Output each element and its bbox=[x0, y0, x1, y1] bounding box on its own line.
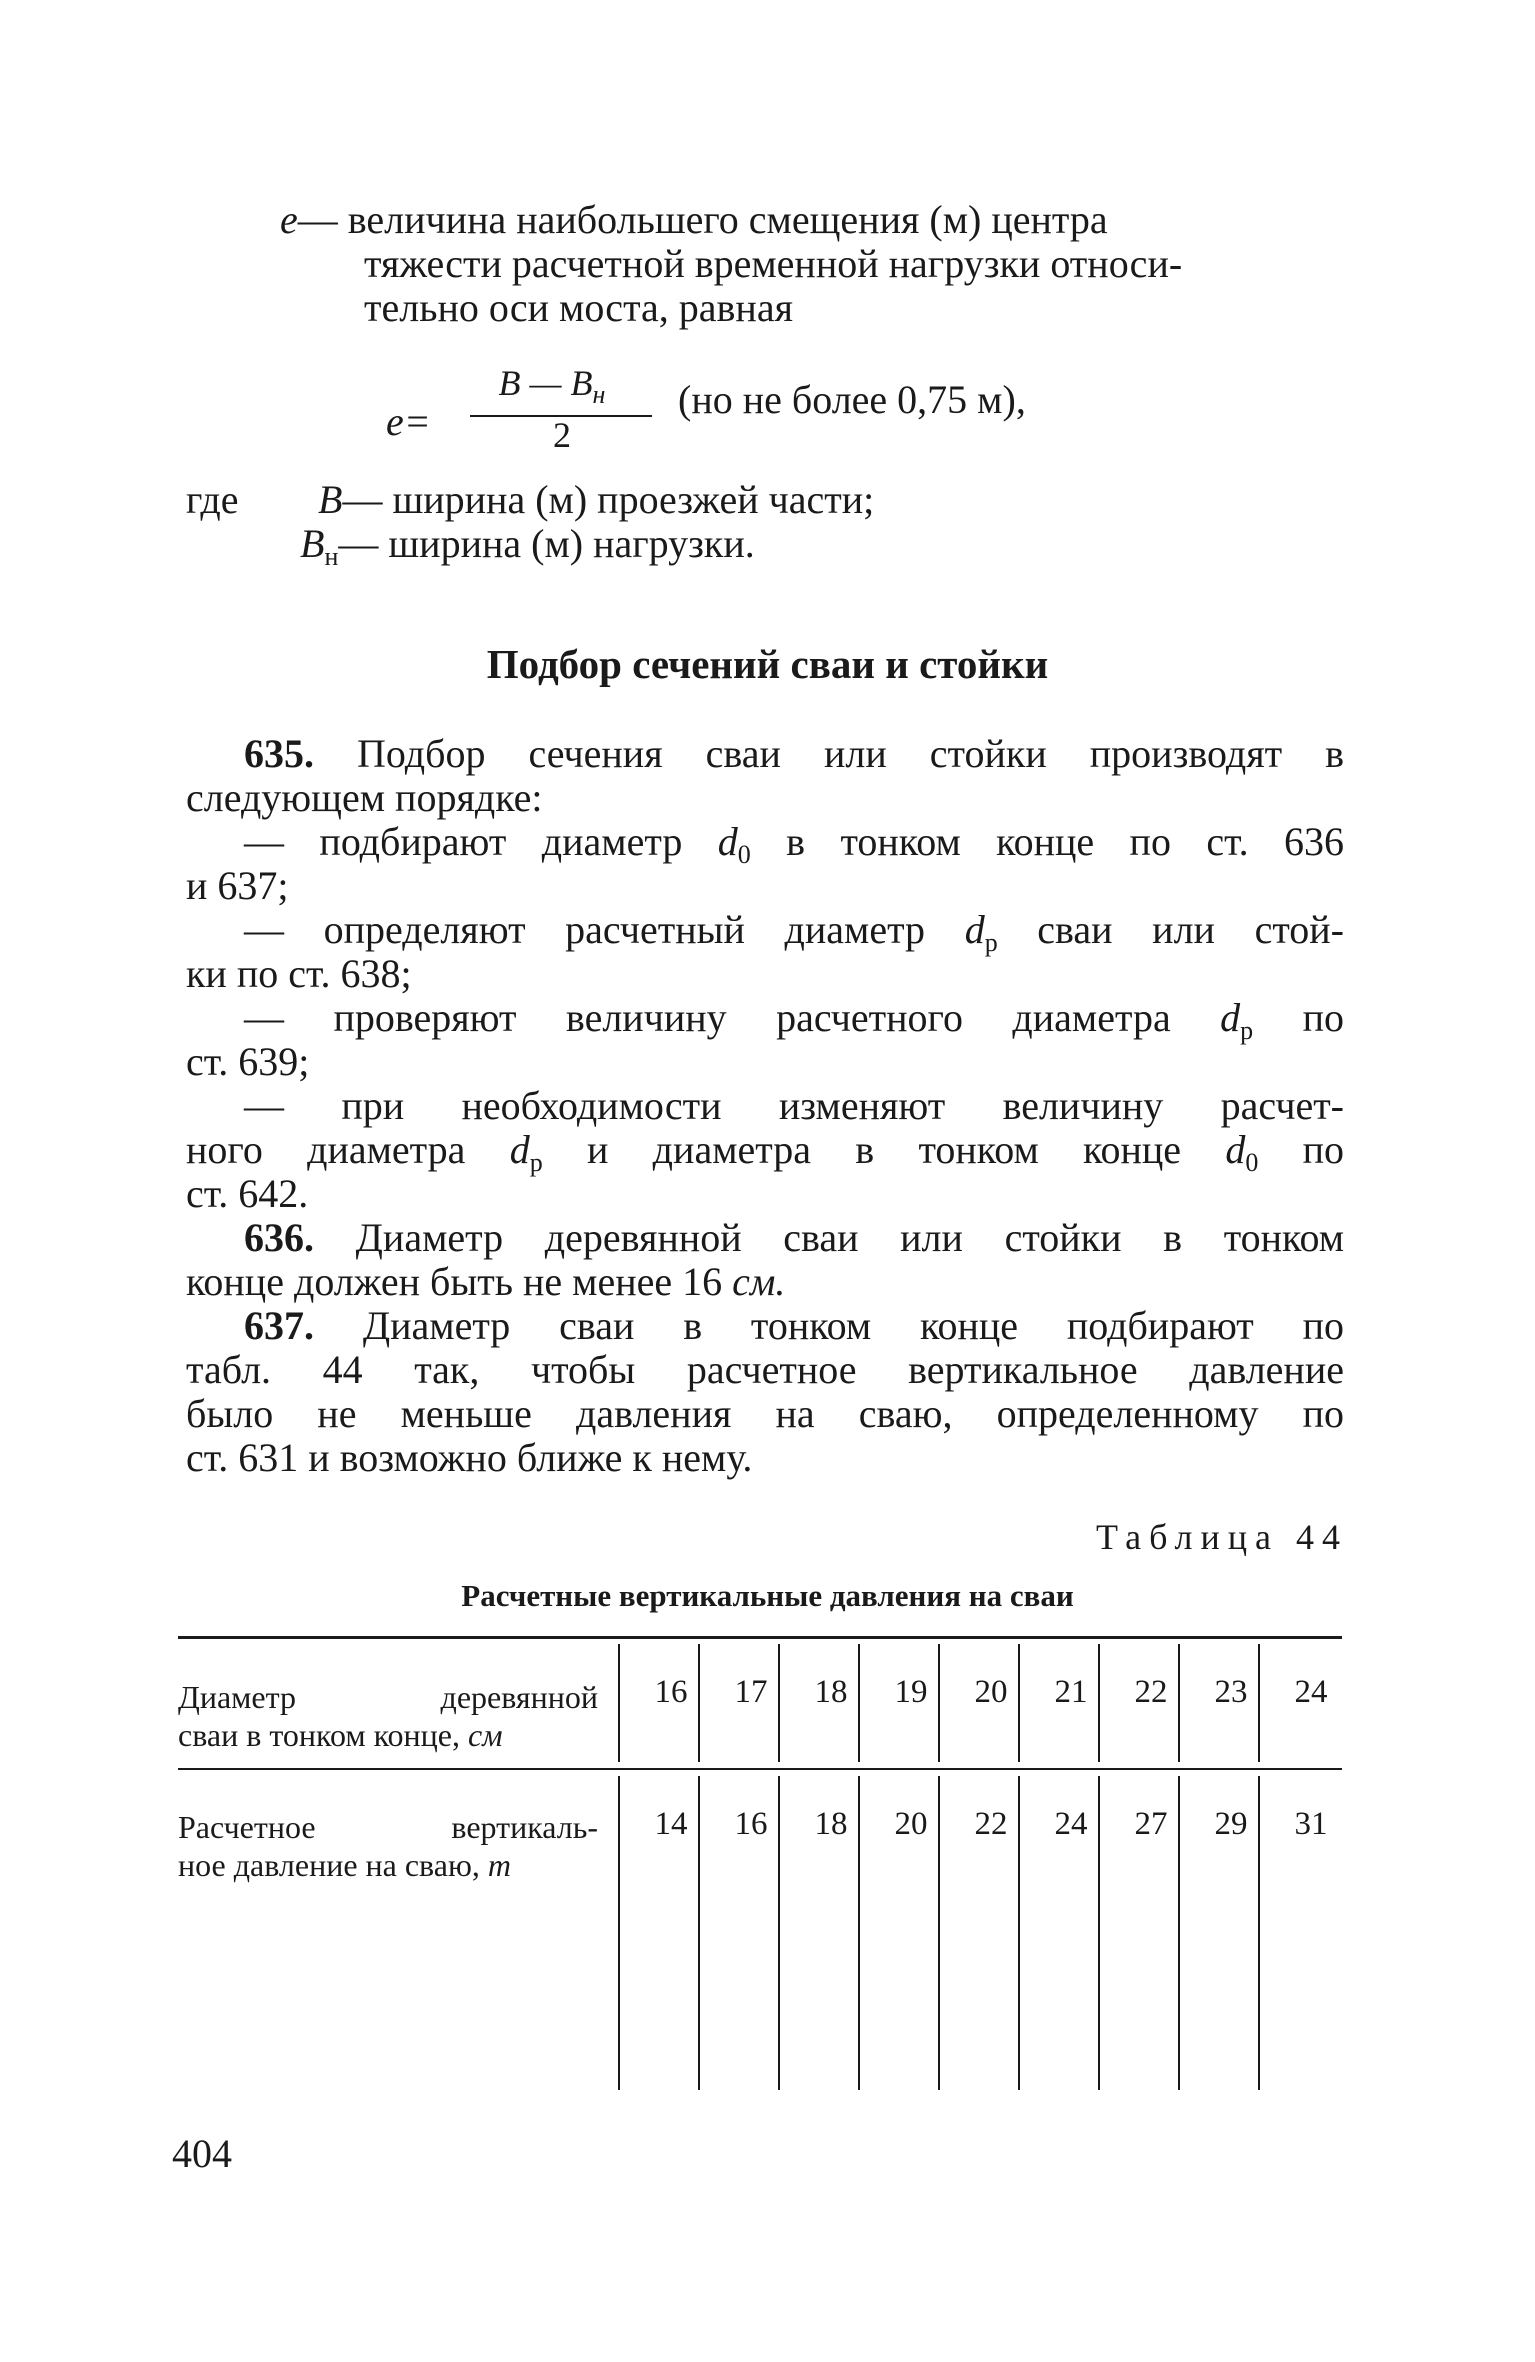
Bn-definition bbox=[300, 521, 755, 571]
diameter-cell: 24 bbox=[1294, 1674, 1328, 1710]
e-line-1-text: — величина наибольшего смещения (м) центра bbox=[297, 197, 1108, 242]
e-symbol: e bbox=[280, 197, 298, 242]
p636-number: 636. bbox=[244, 1215, 314, 1260]
p637-number: 637. bbox=[244, 1303, 314, 1348]
bullet-4-line-3: ст. 642. bbox=[186, 1171, 309, 1216]
pressure-cell: 18 bbox=[814, 1806, 848, 1842]
table-label: Таблица 44 bbox=[1096, 1517, 1348, 1557]
diameter-cell: 22 bbox=[1134, 1674, 1168, 1710]
pressure-cell: 27 bbox=[1134, 1806, 1168, 1842]
col-rule bbox=[618, 1644, 620, 1762]
formula-numerator: B — $B_н$ bbox=[498, 363, 606, 409]
bullet-1-line-2: и 637; bbox=[186, 863, 289, 908]
e-definition-line-1 bbox=[280, 198, 1108, 242]
Bn-description: — ширина (м) нагрузки. bbox=[338, 521, 755, 566]
row-head-pressure: Расчетное вертикаль- ное давление на сваю, т bbox=[178, 1809, 598, 1883]
p637-line-4: ст. 631 и возможно ближе к нему. bbox=[186, 1435, 753, 1480]
p635-text-1: Подбор сечения сваи или стойки производят в bbox=[357, 731, 1344, 776]
bullet-4-line-1: — при необходимости изменяют величину расчет- bbox=[244, 1083, 1344, 1128]
Bn-symbol: B bbox=[300, 521, 325, 566]
p636-line-1: 636. Диаметр деревянной сваи или стойки в тонком bbox=[244, 1215, 1344, 1260]
formula-note: (но не более 0,75 м), bbox=[678, 377, 1026, 422]
B-definition bbox=[318, 478, 874, 522]
p637-line-3: было не меньше давления на сваю, определенному по bbox=[186, 1391, 1344, 1436]
p635-number: 635. bbox=[244, 731, 314, 776]
diameter-cell: 19 bbox=[894, 1674, 928, 1710]
diameter-cell: 20 bbox=[974, 1674, 1008, 1710]
pressure-cell: 29 bbox=[1214, 1806, 1248, 1842]
diameter-cell: 21 bbox=[1054, 1674, 1088, 1710]
pressure-cell: 31 bbox=[1294, 1806, 1328, 1842]
p637-line-2: табл. 44 так, чтобы расчетное вертикальное давление bbox=[186, 1347, 1344, 1392]
pressure-cell: 16 bbox=[734, 1806, 768, 1842]
B-symbol: B bbox=[318, 477, 343, 522]
bullet-1-line-1: — подбирают диаметр $d_0$ в тонком конце по ст. 636 bbox=[244, 819, 1344, 869]
table-top-rule bbox=[178, 1636, 1342, 1639]
bullet-4-line-2: ного диаметра $d_р$ и диаметра в тонком конце $d_0$ по bbox=[186, 1127, 1345, 1177]
pressure-cell: 14 bbox=[654, 1806, 688, 1842]
diameter-cell: 16 bbox=[654, 1674, 688, 1710]
bullet-2-line-1: — определяют расчетный диаметр $d_р$ сваи или стой- bbox=[244, 907, 1345, 957]
page-number: 404 bbox=[172, 2131, 232, 2176]
p637-line-1: 637. Диаметр сваи в тонком конце подбирают по bbox=[244, 1303, 1345, 1348]
pressure-cell: 20 bbox=[894, 1806, 928, 1842]
bullet-3-line-1: — проверяют величину расчетного диаметра $d_р$ по bbox=[244, 995, 1344, 1045]
where-word: где bbox=[186, 477, 239, 522]
diameter-cell: 17 bbox=[734, 1674, 768, 1710]
formula-lhs: e= bbox=[386, 399, 431, 444]
e-definition-line-2: тяжести расчетной временной нагрузки относи- bbox=[364, 241, 1183, 286]
table-title: Расчетные вертикальные давления на сваи bbox=[461, 1578, 1074, 1613]
col-rule bbox=[618, 1776, 620, 2090]
bullet-3-line-2: ст. 639; bbox=[186, 1039, 310, 1084]
diameter-cell: 18 bbox=[814, 1674, 848, 1710]
formula-denominator: 2 bbox=[553, 415, 571, 455]
B-description: — ширина (м) проезжей части; bbox=[342, 477, 875, 522]
diameter-cell: 23 bbox=[1214, 1674, 1248, 1710]
pressure-cell: 22 bbox=[974, 1806, 1008, 1842]
row-head-diameter: Диаметр деревянной сваи в тонком конце, см bbox=[178, 1679, 598, 1753]
e-definition-line-3: тельно оси моста, равная bbox=[364, 285, 793, 330]
section-heading: Подбор сечений сваи и стойки bbox=[486, 641, 1049, 687]
table-mid-rule bbox=[178, 1768, 1342, 1770]
p635-line-1 bbox=[244, 732, 1344, 776]
p635-line-2: следующем порядке: bbox=[186, 775, 543, 820]
Bn-subscript: н bbox=[324, 542, 339, 571]
pressure-cell: 24 bbox=[1054, 1806, 1088, 1842]
bullet-2-line-2: ки по ст. 638; bbox=[186, 951, 412, 996]
p636-line-2: конце должен быть не менее 16 см. bbox=[186, 1259, 786, 1304]
